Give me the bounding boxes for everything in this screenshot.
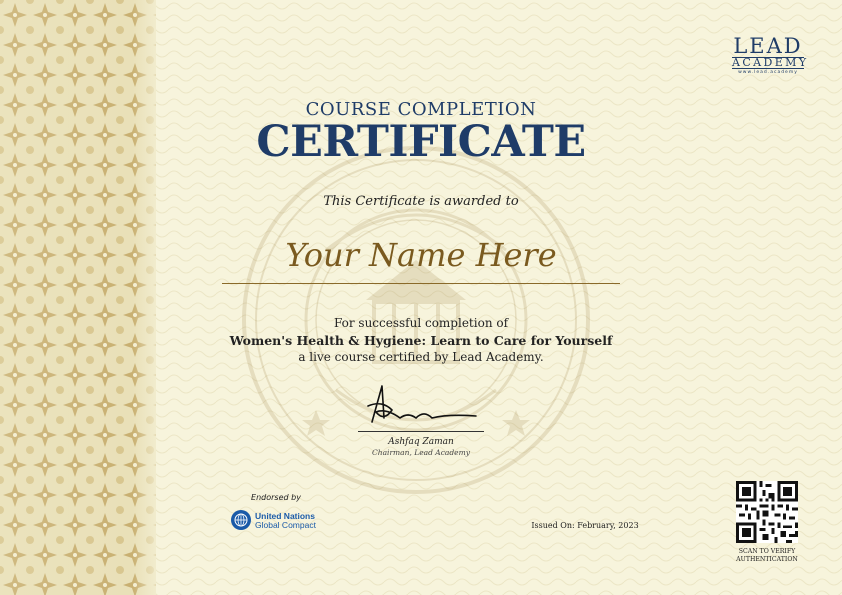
un-org-line2: Global Compact bbox=[255, 520, 316, 530]
signer-name: Ashfaq Zaman bbox=[388, 437, 454, 447]
completion-intro: For successful completion of bbox=[333, 316, 509, 330]
scan-line-2: AUTHENTICATION bbox=[736, 556, 798, 563]
name-underline bbox=[222, 283, 620, 284]
signer-title: Chairman, Lead Academy bbox=[372, 448, 470, 457]
endorsed-by-label: Endorsed by bbox=[251, 493, 301, 502]
decorative-side-band bbox=[0, 0, 156, 595]
awarded-text: This Certificate is awarded to bbox=[323, 194, 519, 209]
qr-code-icon[interactable] bbox=[736, 481, 798, 543]
logo-wordmark-lead: LEAD bbox=[733, 34, 803, 58]
completion-block bbox=[190, 315, 652, 366]
logo-url: www.lead.academy bbox=[738, 70, 798, 75]
lead-academy-logo bbox=[732, 34, 809, 75]
certificate-title: CERTIFICATE bbox=[256, 117, 586, 167]
signature-image bbox=[358, 382, 484, 428]
course-name: Women's Health & Hygiene: Learn to Care for Yourself bbox=[229, 333, 613, 348]
un-org-line1: United Nations bbox=[255, 511, 315, 521]
un-globe-emblem-icon bbox=[230, 509, 252, 531]
recipient-name: Your Name Here bbox=[285, 236, 557, 274]
scan-to-verify-text bbox=[720, 548, 814, 564]
course-note: a live course certified by Lead Academy. bbox=[298, 350, 544, 364]
signature-line bbox=[358, 431, 484, 432]
un-global-compact-logo bbox=[230, 509, 326, 531]
certificate-subtitle: COURSE COMPLETION bbox=[305, 99, 537, 120]
logo-wordmark-academy: ACADEMY bbox=[732, 56, 809, 69]
issued-date: Issued On: February, 2023 bbox=[531, 521, 639, 530]
scan-line-1: SCAN TO VERIFY bbox=[738, 548, 796, 555]
